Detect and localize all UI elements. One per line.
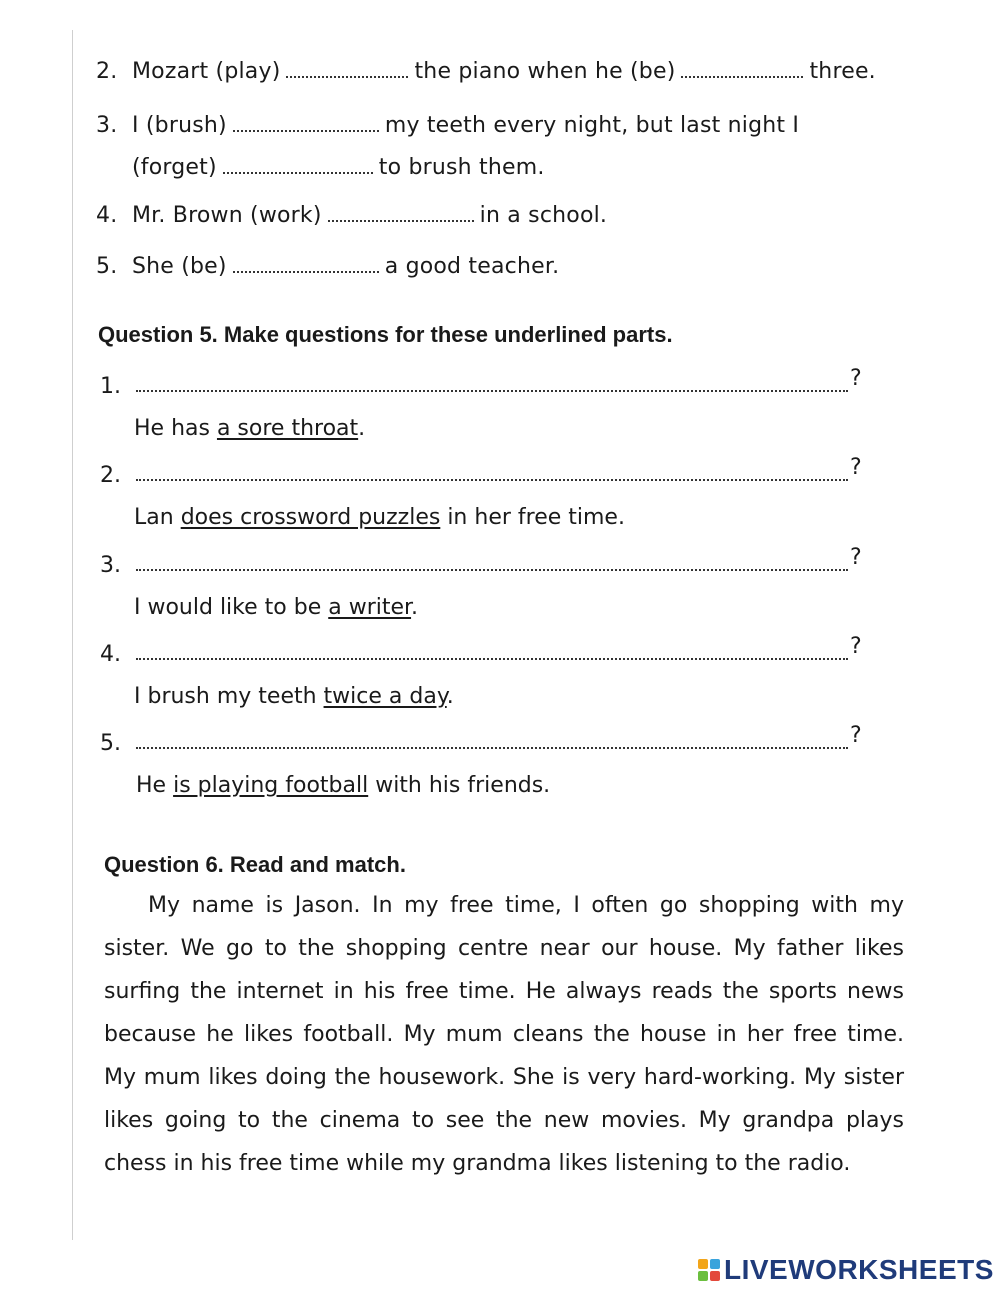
reading-passage	[104, 884, 904, 1185]
question-mark: ?	[850, 545, 862, 570]
exercise-item-5: 5. She (be) a good teacher.	[96, 254, 560, 279]
question-mark: ?	[850, 723, 862, 748]
blank-field[interactable]	[286, 58, 408, 78]
q5-item-number: 1.	[100, 374, 121, 399]
underlined-part: does crossword puzzles	[180, 505, 441, 530]
blank-field[interactable]	[681, 58, 803, 78]
answer-field[interactable]	[136, 388, 848, 392]
underlined-part: twice a day	[323, 684, 447, 709]
q5-sentence: I brush my teeth twice a day.	[134, 684, 454, 709]
answer-field[interactable]	[136, 745, 848, 749]
question-mark: ?	[850, 455, 862, 480]
logo-icon	[698, 1259, 720, 1281]
answer-field[interactable]	[136, 656, 848, 660]
page-edge	[72, 30, 73, 1240]
question-mark: ?	[850, 634, 862, 659]
liveworksheets-logo[interactable]	[698, 1254, 994, 1286]
q5-item-number: 4.	[100, 642, 121, 667]
q5-sentence: I would like to be a writer.	[134, 595, 419, 620]
question5-heading: Question 5. Make questions for these underlined parts.	[98, 322, 673, 347]
question-mark: ?	[850, 366, 862, 391]
exercise-item-2: 2. Mozart (play) the piano when he (be) three.	[96, 59, 876, 84]
underlined-part: a sore throat	[216, 416, 359, 441]
answer-field[interactable]	[136, 477, 848, 481]
q5-item-number: 3.	[100, 553, 121, 578]
question6-heading: Question 6. Read and match.	[104, 852, 406, 877]
blank-field[interactable]	[328, 202, 474, 222]
brand-name: LIVEWORKSHEETS	[724, 1254, 994, 1285]
blank-field[interactable]	[223, 154, 373, 174]
blank-field[interactable]	[233, 112, 379, 132]
exercise-item-3-cont: (forget) to brush them.	[132, 155, 545, 180]
q5-item-number: 2.	[100, 463, 121, 488]
exercise-item-4: 4. Mr. Brown (work) in a school.	[96, 203, 608, 228]
q5-item-number: 5.	[100, 731, 121, 756]
blank-field[interactable]	[233, 253, 379, 273]
exercise-item-3: 3. I (brush) my teeth every night, but last night I	[96, 113, 800, 138]
q5-sentence: He is playing football with his friends.	[136, 773, 551, 798]
answer-field[interactable]	[136, 567, 848, 571]
underlined-part: is playing football	[173, 773, 369, 798]
passage-text: My name is Jason. In my free time, I often go shopping with my sister. We go to the shopping centre near our house. My father likes surfing the internet in his free time. He always reads the sports news because he likes football. My mum cleans the house in her free time. My mum likes doing the housework. She is very hard-working. My sister likes going to the cinema to see the new movies. My grandpa plays chess in his free time while my grandma likes listening to the radio.	[104, 893, 904, 1176]
q5-sentence: Lan does crossword puzzles in her free time.	[134, 505, 625, 530]
q5-sentence: He has a sore throat.	[134, 416, 366, 441]
underlined-part: a writer	[328, 595, 412, 620]
